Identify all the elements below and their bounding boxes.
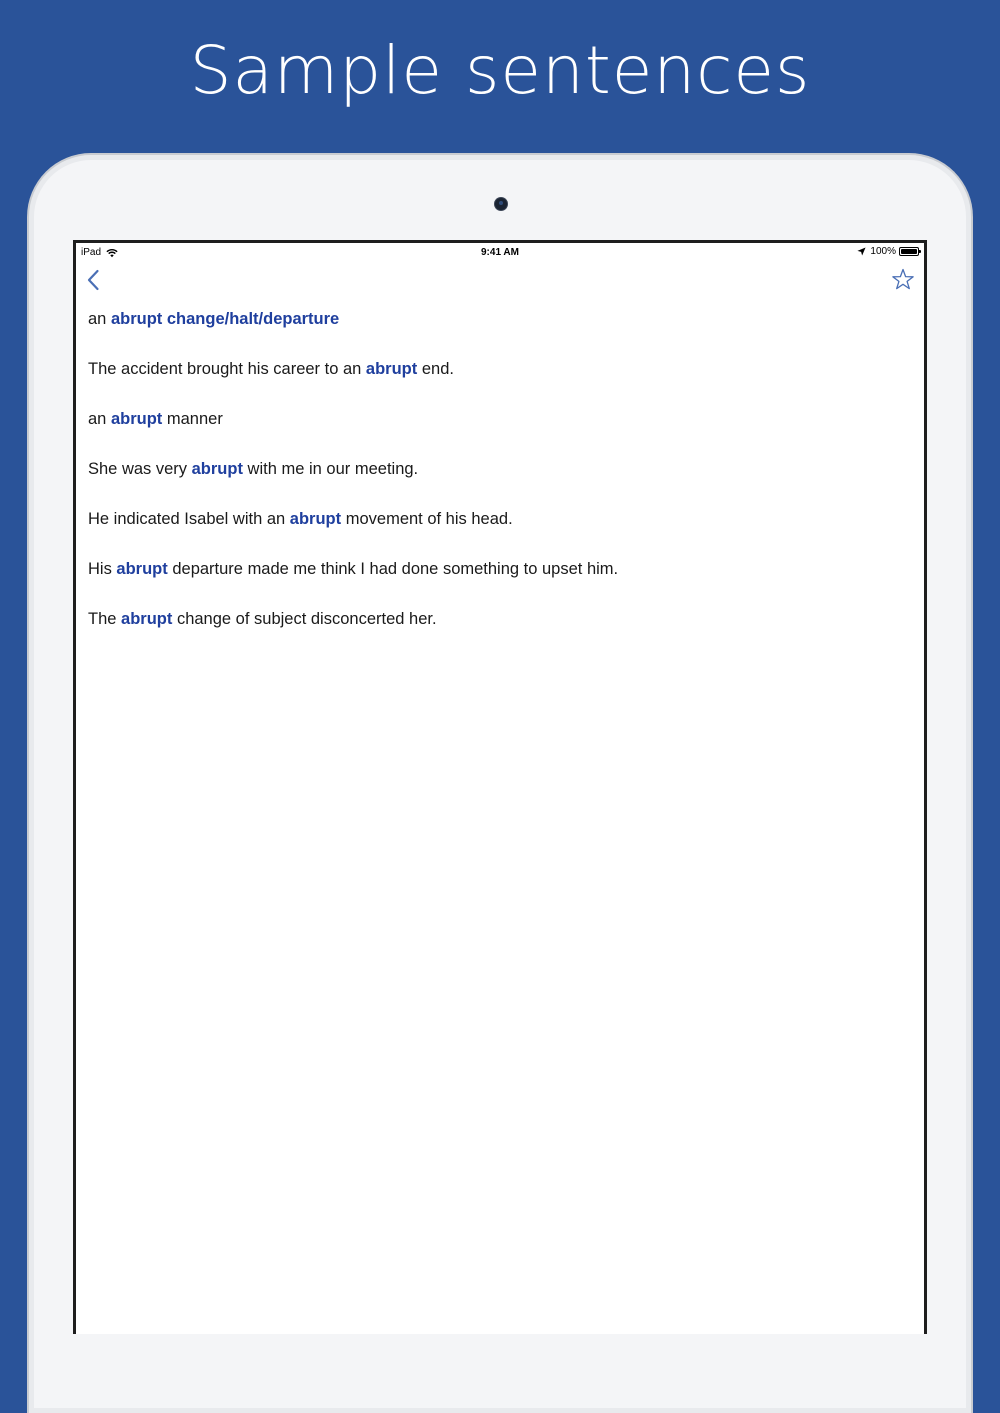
sentence-keyword: abrupt xyxy=(121,610,173,628)
app-screen xyxy=(73,240,927,1334)
sentence-text: movement of his head. xyxy=(341,510,513,528)
sentence-keyword: abrupt xyxy=(365,360,418,378)
sample-sentence-list xyxy=(88,309,908,659)
sentence-text: with me in our meeting. xyxy=(242,460,419,478)
chevron-left-icon[interactable] xyxy=(82,267,106,293)
device-label: iPad xyxy=(81,247,102,258)
sentence-keyword: abrupt xyxy=(191,460,243,478)
sentence-text: The accident brought his career to an xyxy=(88,360,366,378)
sentence-keyword: abrupt xyxy=(110,410,163,428)
sentence-keyword: abrupt change/halt/departure xyxy=(110,310,340,328)
location-arrow-icon xyxy=(857,247,866,256)
status-right xyxy=(857,246,919,257)
sentence-text: manner xyxy=(162,410,223,428)
sentence-text: He indicated Isabel with an xyxy=(88,510,290,528)
sample-sentence xyxy=(88,409,908,459)
sentence-text: an xyxy=(88,310,111,328)
sentence-text: end. xyxy=(417,360,454,378)
sentence-text: The xyxy=(88,610,122,628)
sentence-text: His xyxy=(88,560,117,578)
battery-percent: 100% xyxy=(870,246,896,257)
nav-bar xyxy=(76,263,924,297)
sample-sentence xyxy=(88,509,908,559)
sample-sentence xyxy=(88,559,908,609)
front-camera xyxy=(495,198,507,210)
status-time: 9:41 AM xyxy=(481,247,519,258)
sentence-text: She was very xyxy=(88,460,192,478)
sentence-text: departure made me think I had done something to upset him. xyxy=(167,560,619,578)
sentence-keyword: abrupt xyxy=(116,560,168,578)
sentence-text: change of subject disconcerted her. xyxy=(172,610,437,628)
status-bar xyxy=(76,243,924,263)
sample-sentence xyxy=(88,609,908,659)
battery-fill xyxy=(901,249,917,254)
star-outline-icon[interactable] xyxy=(890,267,916,293)
sample-sentence xyxy=(88,459,908,509)
battery-icon xyxy=(899,247,919,256)
sentence-keyword: abrupt xyxy=(289,510,342,528)
promo-headline: Sample sentences xyxy=(189,32,811,109)
sample-sentence xyxy=(88,309,908,359)
sentence-text: an xyxy=(88,410,111,428)
sample-sentence xyxy=(88,359,908,409)
